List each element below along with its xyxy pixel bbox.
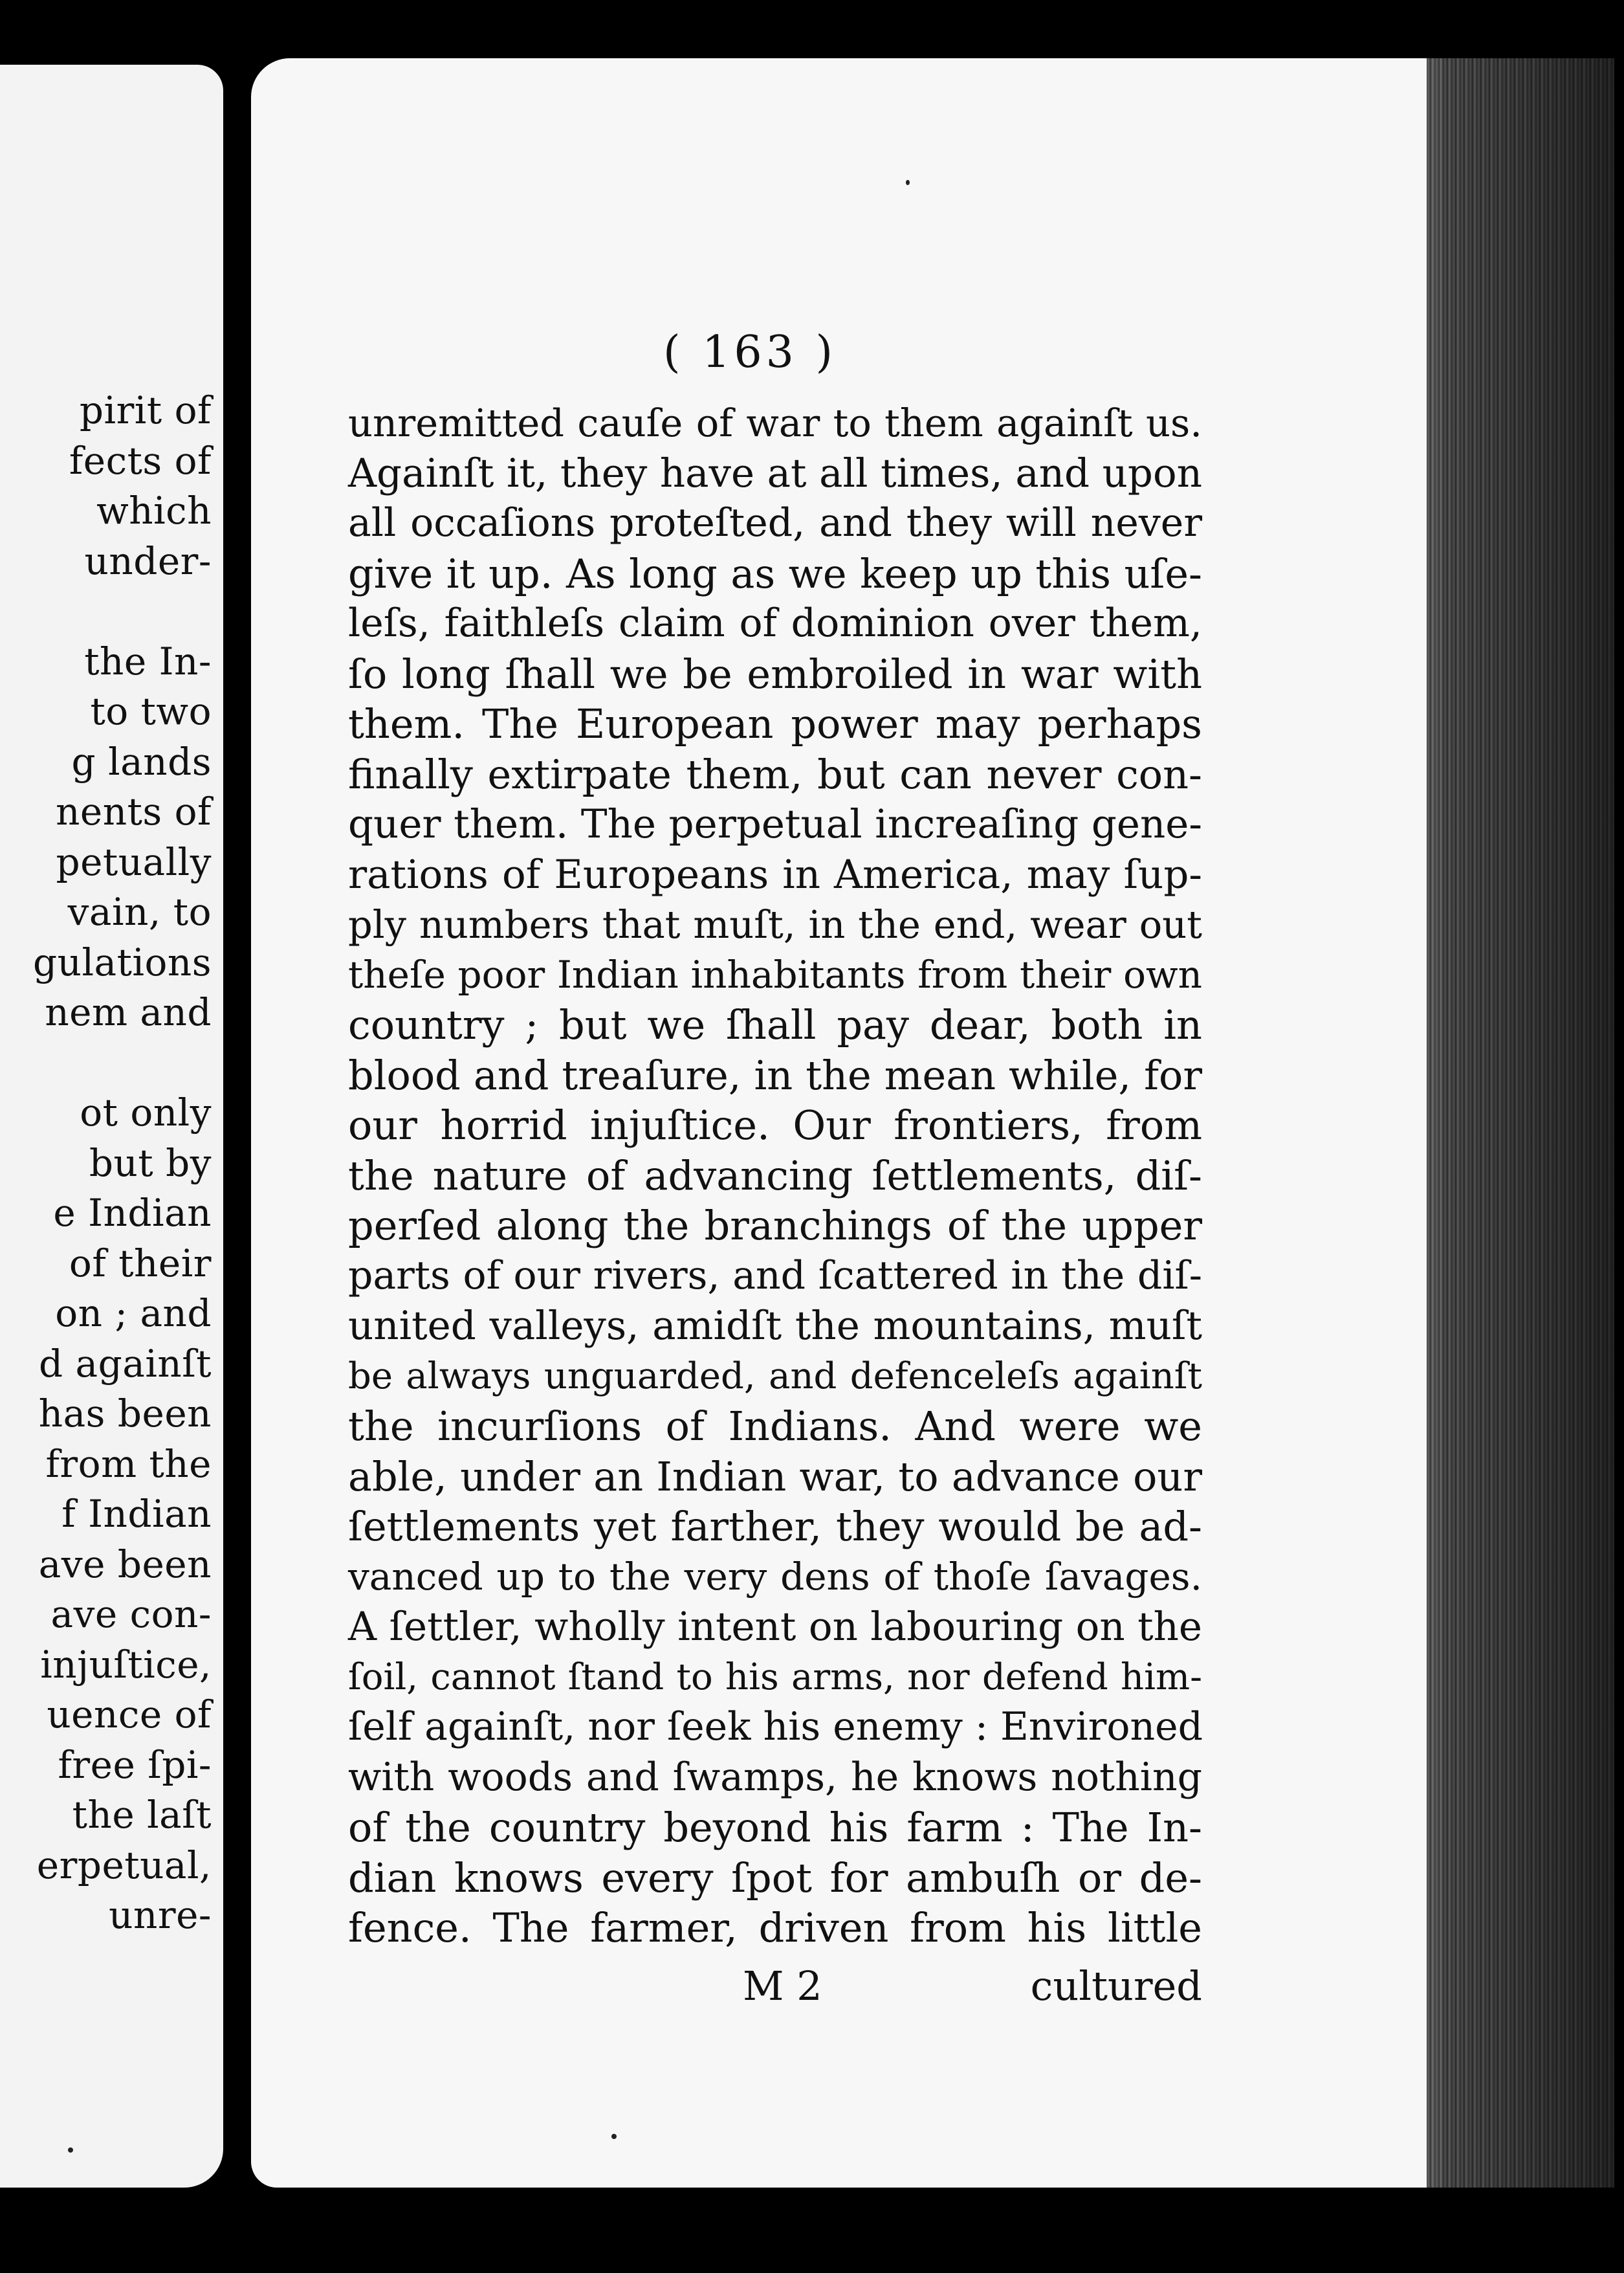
left-page-line: e Indian <box>53 1191 212 1235</box>
text-line: leſs, faithleſs claim of dominion over them, <box>348 601 1202 646</box>
left-page-line: ot only <box>80 1091 212 1135</box>
page-footer <box>348 1962 1202 2014</box>
text-line: the nature of advancing ſettlements, diſ- <box>348 1151 1202 1199</box>
left-page-line: to two <box>90 689 212 733</box>
text-line: give it up. As long as we keep up this uſe- <box>348 549 1202 597</box>
left-page-line: nem and <box>45 990 212 1034</box>
text-line: all occaſions proteſted, and they will never <box>348 500 1202 546</box>
ink-speck <box>68 2147 73 2153</box>
body-text <box>348 398 1202 1953</box>
book-gutter <box>223 0 252 2273</box>
text-line: blood and treaſure, in the mean while, for <box>348 1051 1202 1099</box>
left-page-line: free ſpi- <box>58 1742 212 1787</box>
text-line: our horrid injuſtice. Our frontiers, from <box>348 1102 1202 1149</box>
left-page-line: gulations <box>32 940 212 984</box>
text-line: Againſt it, they have at all times, and upon <box>348 450 1202 496</box>
left-page-line: has been <box>38 1392 212 1436</box>
left-page-line: uence of <box>47 1692 212 1736</box>
left-page-line: but by <box>89 1140 212 1185</box>
page-edge-shadow <box>1427 58 1614 2188</box>
text-line: country ; but we ſhall pay dear, both in <box>348 1001 1202 1048</box>
left-page-line: pirit of <box>79 388 212 432</box>
text-line: dian knows every ſpot for ambuſh or de- <box>348 1854 1202 1902</box>
text-line: them. The European power may perhaps <box>348 700 1202 748</box>
text-line: be always unguarded, and defenceleſs againſt <box>348 1355 1202 1397</box>
text-line: theſe poor Indian inhabitants from their own <box>348 952 1202 997</box>
left-page-line: nents of <box>56 790 212 834</box>
ink-speck <box>906 180 910 185</box>
text-line: quer them. The perpetual increaſing gene- <box>348 801 1202 847</box>
text-line: ply numbers that muſt, in the end, wear out <box>348 902 1202 947</box>
left-page-line: injuſtice, <box>40 1642 212 1687</box>
left-page-line: ave con- <box>50 1592 212 1636</box>
text-line: perſed along the branchings of the upper <box>348 1202 1202 1249</box>
left-page-line: fects of <box>69 438 212 483</box>
text-line: vanced up to the very dens of thoſe ſavages. <box>348 1554 1202 1599</box>
left-page-line: under- <box>84 538 212 583</box>
left-page-line: unre- <box>109 1893 212 1937</box>
text-line: finally extirpate them, but can never con- <box>348 750 1202 798</box>
left-page-line: g lands <box>71 739 212 784</box>
text-line: ſo long ſhall we be embroiled in war with <box>348 650 1202 698</box>
left-page-line: d againſt <box>38 1341 212 1386</box>
text-line: A ſettler, wholly intent on labouring on the <box>348 1604 1202 1650</box>
text-line: ſettlements yet farther, they would be ad- <box>348 1503 1202 1550</box>
left-page-line: vain, to <box>67 890 212 934</box>
catchword: cultured <box>1030 1962 1202 2010</box>
text-line: ſoil, cannot ſtand to his arms, nor defend him- <box>348 1656 1202 1698</box>
text-line: of the country beyond his farm : The In- <box>348 1804 1202 1851</box>
left-page-line: petually <box>56 839 212 884</box>
left-page-line: on ; and <box>55 1291 212 1335</box>
left-page-line: f Indian <box>61 1492 212 1536</box>
page-number: ( 163 ) <box>663 327 837 378</box>
left-page-line: from the <box>45 1441 212 1486</box>
text-line: with woods and ſwamps, he knows nothing <box>348 1754 1202 1800</box>
left-page-line: which <box>96 489 212 533</box>
ink-speck <box>611 2134 617 2139</box>
left-page-line: ave been <box>38 1542 212 1586</box>
text-line: the incurſions of Indians. And were we <box>348 1403 1202 1450</box>
text-line: parts of our rivers, and ſcattered in the diſ- <box>348 1252 1202 1298</box>
left-page-line: erpetual, <box>36 1843 212 1887</box>
left-page-line: the In- <box>84 639 212 683</box>
text-line: rations of Europeans in America, may ſup- <box>348 851 1202 898</box>
text-line: unremitted cauſe of war to them againſt us. <box>348 401 1202 445</box>
left-page-line: the laſt <box>72 1793 212 1837</box>
left-page <box>0 65 223 2188</box>
text-line: able, under an Indian war, to advance our <box>348 1452 1202 1500</box>
text-line: united valleys, amidſt the mountains, muſt <box>348 1303 1202 1349</box>
left-page-line: of their <box>69 1241 212 1285</box>
signature-mark: M 2 <box>743 1962 822 2010</box>
text-line: ſelf againſt, nor ſeek his enemy : Environed <box>348 1704 1203 1749</box>
text-line: fence. The farmer, driven from his little <box>348 1904 1202 1951</box>
